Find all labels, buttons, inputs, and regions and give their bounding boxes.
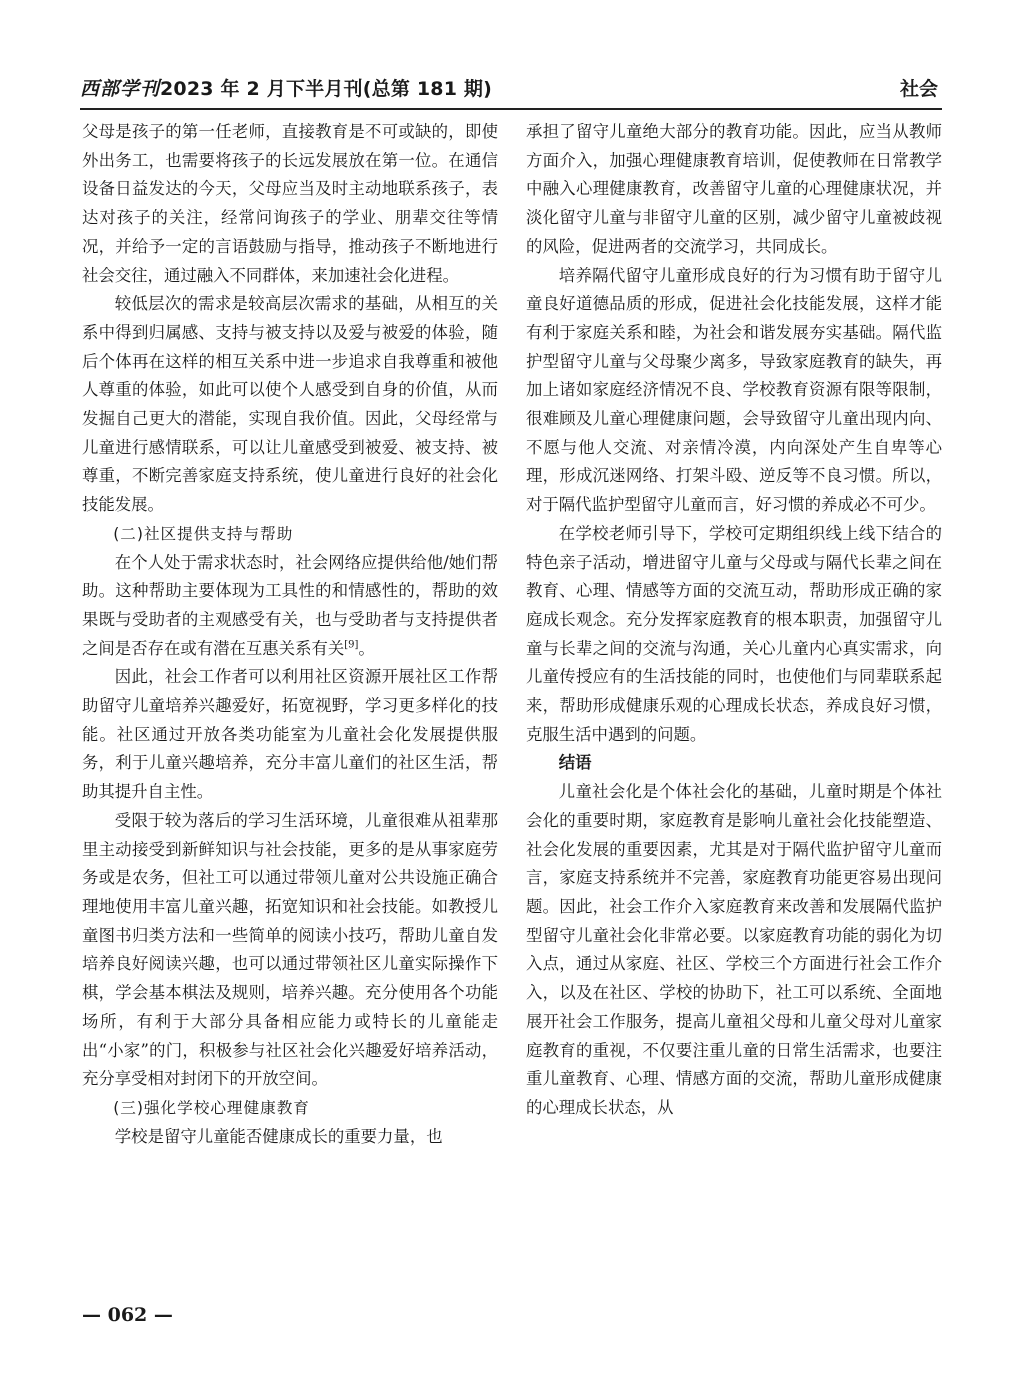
page-number: — 062 — bbox=[82, 1304, 173, 1326]
left-column bbox=[82, 118, 498, 1151]
section-heading: 结语 bbox=[558, 753, 592, 773]
right-column bbox=[526, 118, 942, 1123]
header-rule bbox=[80, 108, 942, 110]
section-label: 社会 bbox=[899, 78, 938, 100]
paragraph: 较低层次的需求是较高层次需求的基础，从相互的关系中得到归属感、支持与被支持以及爱与被爱的体验，随后个体再在这样的相互关系中进一步追求自我尊重和被他人尊重的体验，如此可以使个人感受到自身的价值，从而发掘自己更大的潜能，实现自我价值。因此，父母经常与儿童进行感情联系，可以让儿童感受到被爱、被支持、被尊重，不断完善家庭支持系统，使儿童进行良好的社会化技能发展。 bbox=[82, 294, 498, 515]
citation-ref: [9] bbox=[344, 639, 359, 651]
paragraph: 承担了留守儿童绝大部分的教育功能。因此，应当从教师方面介入，加强心理健康教育培训，促使教师在日常教学中融入心理健康教育，改善留守儿童的心理健康状况，并淡化留守儿童与非留守儿童的区别，减少留守儿童被歧视的风险，促进两者的交流学习，共同成长。 bbox=[526, 122, 942, 256]
paragraph: 父母是孩子的第一任老师，直接教育是不可或缺的，即使外出务工，也需要将孩子的长远发展放在第一位。在通信设备日益发达的今天，父母应当及时主动地联系孩子，表达对孩子的关注，经常问询孩子的学业、朋辈交往等情况，并给予一定的言语鼓励与指导，推动孩子不断地进行社会交往，通过融入不同群体，来加速社会化进程。 bbox=[82, 122, 498, 285]
running-header bbox=[80, 64, 942, 104]
subsection-heading: (二)社区提供支持与帮助 bbox=[113, 524, 294, 543]
journal-info bbox=[80, 74, 492, 101]
paragraph: 因此，社会工作者可以利用社区资源开展社区工作帮助留守儿童培养兴趣爱好，拓宽视野，学习更多样化的技能。社区通过开放各类功能室为儿童社会化发展提供服务，利于儿童兴趣培养，充分丰富儿童们的社区生活，帮助其提升自主性。 bbox=[82, 667, 498, 802]
paragraph: 在学校老师引导下，学校可定期组织线上线下结合的特色亲子活动，增进留守儿童与父母或与隔代长辈之间在教育、心理、情感等方面的交流互动，帮助形成正确的家庭成长观念。充分发挥家庭教育的根本职责，加强留守儿童与长辈之间的交流与沟通，关心儿童内心真实需求，向儿童传授应有的生活技能的同时，也使他们与同辈联系起来，帮助形成健康乐观的心理成长状态，养成良好习惯，克服生活中遇到的问题。 bbox=[526, 523, 942, 744]
subsection-heading: (三)强化学校心理健康教育 bbox=[113, 1098, 310, 1117]
paragraph: 儿童社会化是个体社会化的基础，儿童时期是个体社会化的重要时期，家庭教育是影响儿童社会化技能塑造、社会化发展的重要因素，尤其是对于隔代监护留守儿童而言，家庭支持系统并不完善，家庭教育功能更容易出现问题。因此，社会工作介入家庭教育来改善和发展隔代监护型留守儿童社会化非常必要。以家庭教育功能的弱化为切入点，通过从家庭、社区、学校三个方面进行社会工作介入，以及在社区、学校的协助下，社工可以系统、全面地展开社会工作服务，提高儿童祖父母和儿童父母对儿童家庭教育的重视，不仅要注重儿童的日常生活需求，也要注重儿童教育、心理、情感方面的交流，帮助儿童形成健康的心理成长状态，从 bbox=[526, 782, 942, 1117]
issue-info: 2023 年 2 月下半月刊(总第 181 期) bbox=[160, 78, 493, 100]
paragraph: 培养隔代留守儿童形成良好的行为习惯有助于留守儿童良好道德品质的形成，促进社会化技能发展，这样才能有利于家庭关系和睦，为社会和谐发展夯实基础。隔代监护型留守儿童与父母聚少离多，导致家庭教育的缺失，再加上诸如家庭经济情况不良、学校教育资源有限等限制，很难顾及儿童心理健康问题，会导致留守儿童出现内向、不愿与他人交流、对亲情冷漠，内向深处产生自卑等心理，形成沉迷网络、打架斗殴、逆反等不良习惯。所以，对于隔代监护型留守儿童而言，好习惯的养成必不可少。 bbox=[526, 265, 942, 515]
paragraph-text: 在个人处于需求状态时，社会网络应提供给他/她们帮助。这种帮助主要体现为工具性的和情感性的，帮助的效果既与受助者的主观感受有关，也与受助者与支持提供者之间是否存在或有潜在互惠关系有关 bbox=[82, 552, 498, 658]
journal-logo: 西部学刊 bbox=[80, 78, 161, 100]
paragraph-end: 。 bbox=[358, 638, 375, 658]
paragraph bbox=[82, 549, 498, 664]
paragraph: 学校是留守儿童能否健康成长的重要力量，也 bbox=[114, 1126, 443, 1146]
paragraph: 受限于较为落后的学习生活环境，儿童很难从祖辈那里主动接受到新鲜知识与社会技能，更多的是从事家庭劳务或是农务，但社工可以通过带领儿童对公共设施正确合理地使用丰富儿童兴趣，拓宽知识和社会技能。如教授儿童图书归类方法和一些简单的阅读小技巧，帮助儿童自发培养良好阅读兴趣，也可以通过带领社区儿童实际操作下棋，学会基本棋法及规则，培养兴趣。充分使用各个功能场所，有利于大部分具备相应能力或特长的儿童能走出“小家”的门，积极参与社区社会化兴趣爱好培养活动，充分享受相对封闭下的开放空间。 bbox=[82, 810, 498, 1089]
